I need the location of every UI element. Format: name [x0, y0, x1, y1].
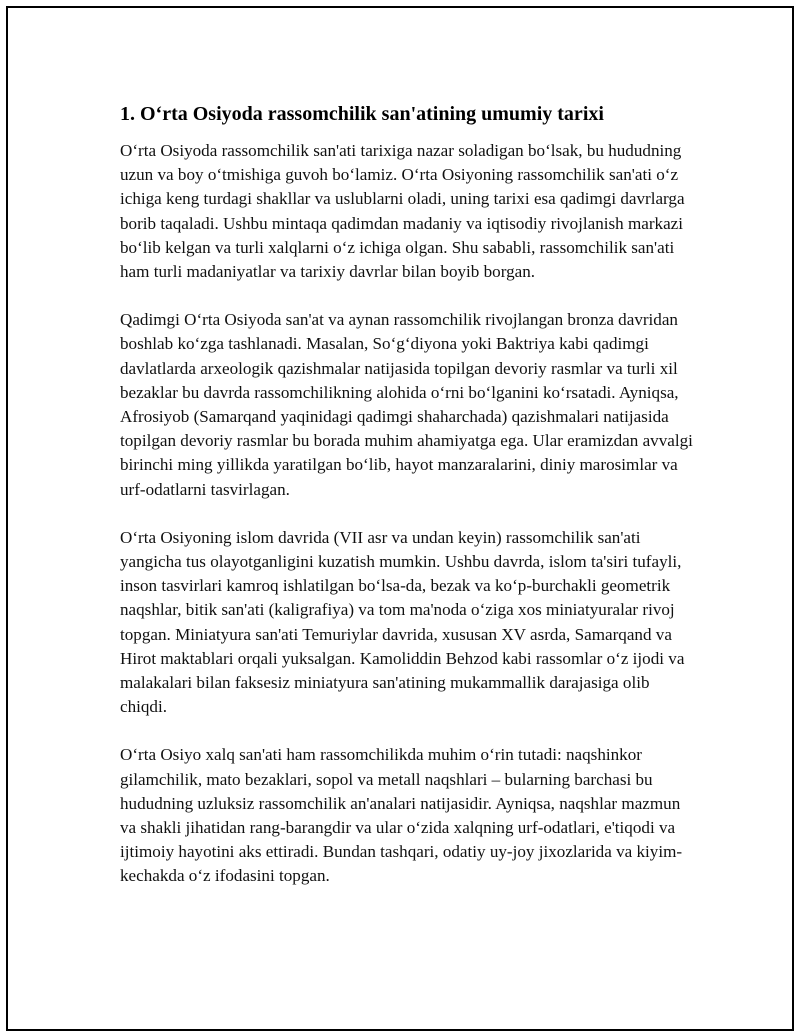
paragraph-2: Qadimgi O‘rta Osiyoda san'at va aynan rassomchilik rivojlangan bronza davridan boshlab ko‘zga tashlanadi. Masalan, So‘g‘diyona yoki Baktriya kabi qadimgi davlatlarda arxeologik qazishmalar natijasida topilgan devoriy rasmlar va turli xil bezaklar bu davrda rassomchilikning alohida o‘rni bo‘lganini ko‘rsatadi. Ayniqsa, Afrosiyob (Samarqand yaqinidagi qadimgi shaharchada) qazishmalari natijasida topilgan devoriy rasmlar bu borada muhim ahamiyatga ega. Ular eramizdan avvalgi birinchi ming yillikda yaratilgan bo‘lib, hayot manzaralarini, diniy marosimlar va urf-odatlarni tasvirlagan. [120, 310, 693, 499]
paragraph-4: O‘rta Osiyo xalq san'ati ham rassomchilikda muhim o‘rin tutadi: naqshinkor gilamchilik, mato bezaklari, sopol va metall naqshlari – bularning barchasi bu hududning uzluksiz rassomchilik an'analari natijasidir. Ayniqsa, naqshlar mazmun va shakli jihatidan rang-barangdir va ular o‘zida xalqning urf-odatlari, e'tiqodi va ijtimoiy hayotini aks ettiradi. Bundan tashqari, odatiy uy-joy jixozlarida va kiyim-kechakda o‘z ifodasini topgan. [120, 745, 683, 886]
document-body [120, 100, 700, 913]
section-heading: 1. O‘rta Osiyoda rassomchilik san'atining umumiy tarixi [120, 103, 604, 125]
page-frame [6, 6, 794, 1031]
paragraph-3: O‘rta Osiyoning islom davrida (VII asr va undan keyin) rassomchilik san'ati yangicha tus olayotganligini kuzatish mumkin. Ushbu davrda, islom ta'siri tufayli, inson tasvirlari kamroq ishlatilgan bo‘lsa-da, bezak va ko‘p-burchakli geometrik naqshlar, bitik san'ati (kaligrafiya) va tom ma'noda o‘ziga xos miniatyuralar rivoj topgan. Miniatyura san'ati Temuriylar davrida, xususan XV asrda, Samarqand va Hirot maktablari orqali yuksalgan. Kamoliddin Behzod kabi rassomlar o‘z ijodi va malakalari bilan faksesiz miniatyura san'atining mukammallik darajasiga olib chiqdi. [120, 527, 685, 717]
paragraph-1: O‘rta Osiyoda rassomchilik san'ati tarixiga nazar soladigan bo‘lsak, bu hududning uzun va boy o‘tmishiga guvoh bo‘lamiz. O‘rta Osiyoning rassomchilik san'ati o‘z ichiga keng turdagi shakllar va uslublarni oladi, uning tarixi esa qadimgi davrlarga borib taqaladi. Ushbu mintaqa qadimdan madaniy va iqtisodiy rivojlanish markazi bo‘lib kelgan va turli xalqlarni o‘z ichiga olgan. Shu sababli, rassomchilik san'ati ham turli madaniyatlar va tarixiy davrlar bilan boyib borgan. [120, 141, 685, 282]
